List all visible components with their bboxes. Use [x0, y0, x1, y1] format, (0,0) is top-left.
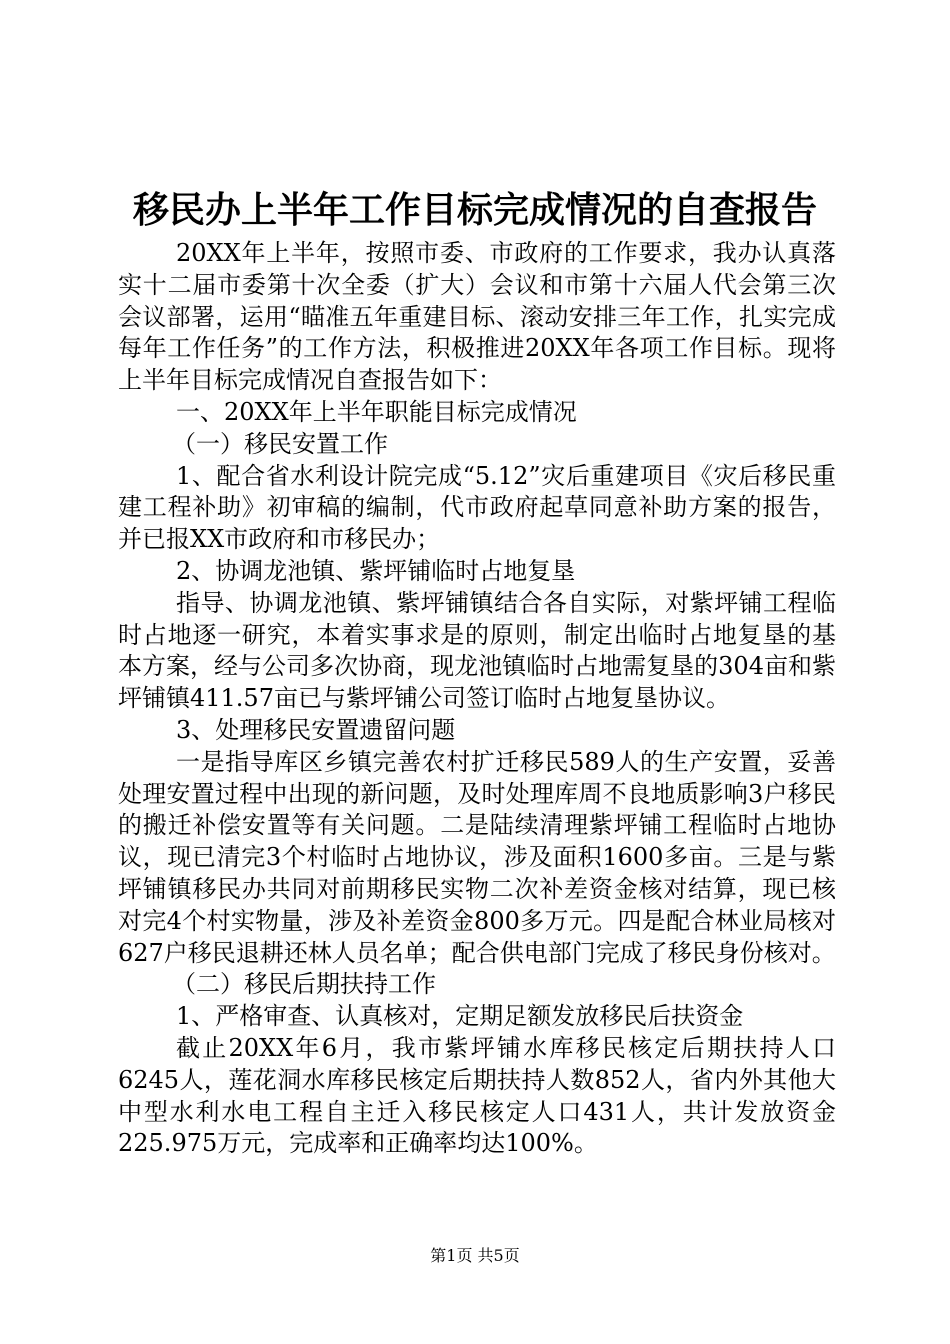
document-body: [118, 238, 836, 1160]
section-heading: 一、20XX年上半年职能目标完成情况: [176, 397, 577, 426]
item-heading: 3、处理移民安置遗留问题: [176, 715, 456, 744]
item-heading: 1、严格审查、认真核对，定期足额发放移民后扶资金: [176, 1002, 744, 1031]
body-paragraph: 一是指导库区乡镇完善农村扩迁移民589人的生产安置，妥善处理安置过程中出现的新问题，及时处理库周不良地质影响3户移民的搬迁补偿安置等有关问题。二是陆续清理紫坪铺工程临时占地协议，现已清完3个村临时占地协议，涉及面积1600多亩。三是与紫坪铺镇移民办共同对前期移民实物二次补差资金核对结算，现已核对完4个村实物量，涉及补差资金800多万元。四是配合林业局核对627户移民退耕还林人员名单；配合供电部门完成了移民身份核对。: [118, 747, 836, 967]
document-title: 移民办上半年工作目标完成情况的自查报告: [132, 189, 817, 231]
intro-paragraph: 20XX年上半年，按照市委、市政府的工作要求，我办认真落实十二届市委第十次全委（扩大）会议和市第十六届人代会第三次会议部署，运用“瞄准五年重建目标、滚动安排三年工作，扎实完成每年工作任务”的工作方法，积极推进20XX年各项工作目标。现将上半年目标完成情况自查报告如下：: [118, 239, 836, 395]
subsection-heading: （一）移民安置工作: [172, 429, 388, 458]
body-paragraph: 截止20XX年6月，我市紫坪铺水库移民核定后期扶持人口6245人，莲花洞水库移民核定后期扶持人数852人，省内外其他大中型水利水电工程自主迁入移民核定人口431人，共计发放资金225.975万元，完成率和正确率均达100%。: [118, 1033, 836, 1158]
body-paragraph: 指导、协调龙池镇、紫坪铺镇结合各自实际，对紫坪铺工程临时占地逐一研究，本着实事求是的原则，制定出临时占地复垦的基本方案，经与公司多次协商，现龙池镇临时占地需复垦的304亩和紫坪铺镇411.57亩已与紫坪铺公司签订临时占地复垦协议。: [118, 588, 836, 713]
page-footer: 第1页 共5页: [430, 1246, 520, 1265]
subsection-heading: （二）移民后期扶持工作: [172, 970, 436, 999]
item-heading: 2、协调龙池镇、紫坪铺临时占地复垦: [176, 556, 576, 585]
list-item-paragraph: 1、配合省水利设计院完成“5.12”灾后重建项目《灾后移民重建工程补助》初审稿的编制，代市政府起草同意补助方案的报告，并已报XX市政府和市移民办；: [118, 461, 836, 554]
